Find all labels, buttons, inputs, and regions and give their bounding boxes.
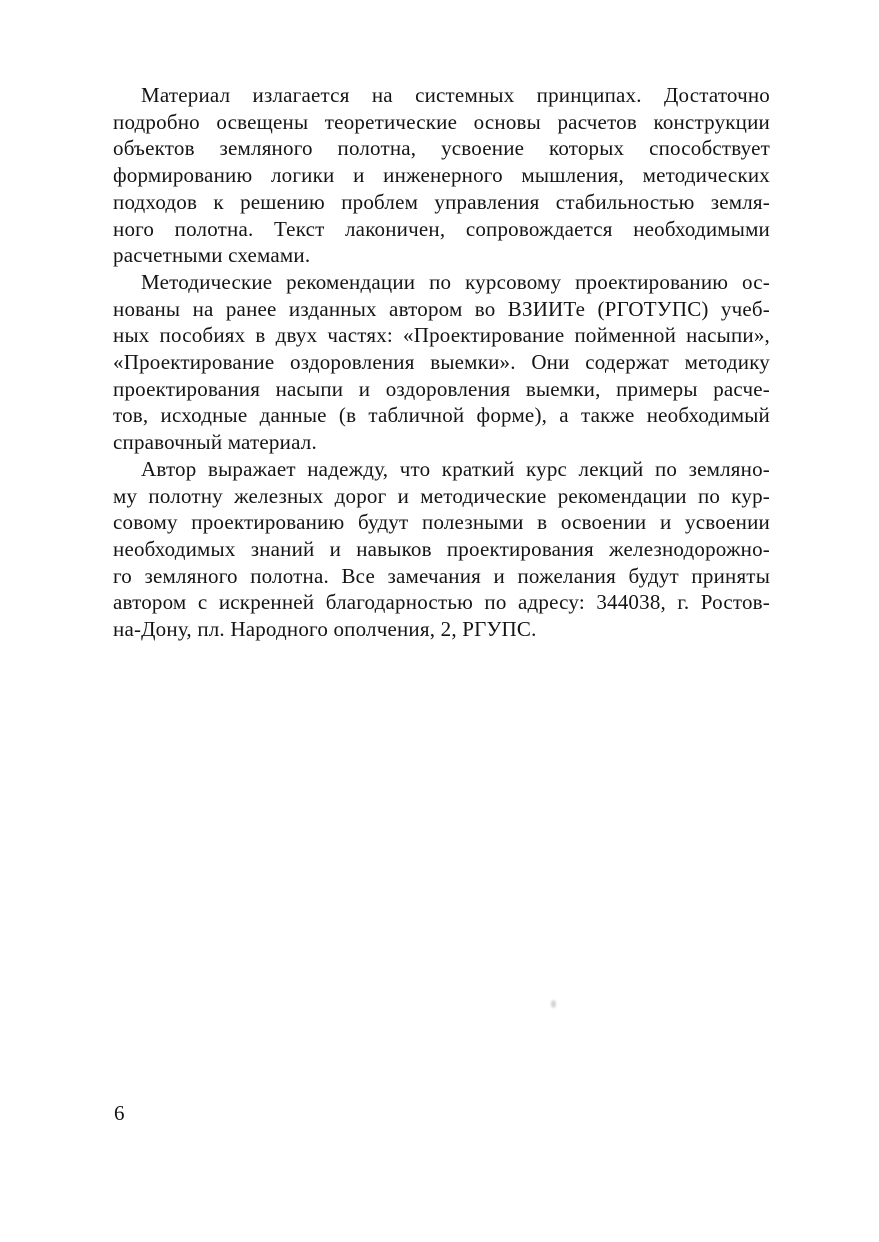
text-line: нованы на ранее изданных автором во ВЗИИТе (РГОТУПС) учеб- [113,296,770,321]
text-line: формированию логики и инженерного мышления, методических [113,163,770,188]
text-line: автором с искренней благодарностью по адресу: 344038, г. Ростов- [113,590,770,615]
text-line: му полотну железных дорог и методические рекомендации по кур- [113,483,770,508]
text-line: «Проектирование оздоровления выемки». Они содержат методику [113,350,770,375]
text-line: объектов земляного полотна, усвоение которых способствует [113,136,770,161]
text-line: подробно освещены теоретические основы расчетов конструкции [113,109,770,134]
text-line: го земляного полотна. Все замечания и пожелания будут приняты [113,563,770,588]
text-line: тов, исходные данные (в табличной форме), а также необходимый [113,403,770,428]
text-line: ного полотна. Текст лаконичен, сопровождается необходимыми [113,216,770,241]
text-line: проектирования насыпи и оздоровления выемки, примеры расче- [113,376,770,401]
text-line: расчетными схемами. [113,243,311,268]
text-line: совому проектированию будут полезными в освоении и усвоении [113,510,770,535]
text-line: Методические рекомендации по курсовому проектированию ос- [141,269,770,294]
paragraph [113,269,770,456]
text-block [113,82,770,643]
text-line: справочный материал. [113,430,317,455]
page-number: 6 [114,1101,125,1125]
text-line: Автор выражает надежду, что краткий курс лекций по земляно- [141,456,770,481]
text-line: Материал излагается на системных принципах. Достаточно [141,83,770,107]
text-line: необходимых знаний и навыков проектирования железнодорожно- [113,536,770,561]
text-line: подходов к решению проблем управления стабильностью земля- [113,189,770,214]
text-line: ных пособиях в двух частях: «Проектирование пойменной насыпи», [113,323,770,348]
paragraph [113,82,770,269]
text-line: на-Дону, пл. Народного ополчения, 2, РГУПС. [113,617,537,642]
scan-artifact [551,1000,556,1008]
paragraph [113,456,770,643]
